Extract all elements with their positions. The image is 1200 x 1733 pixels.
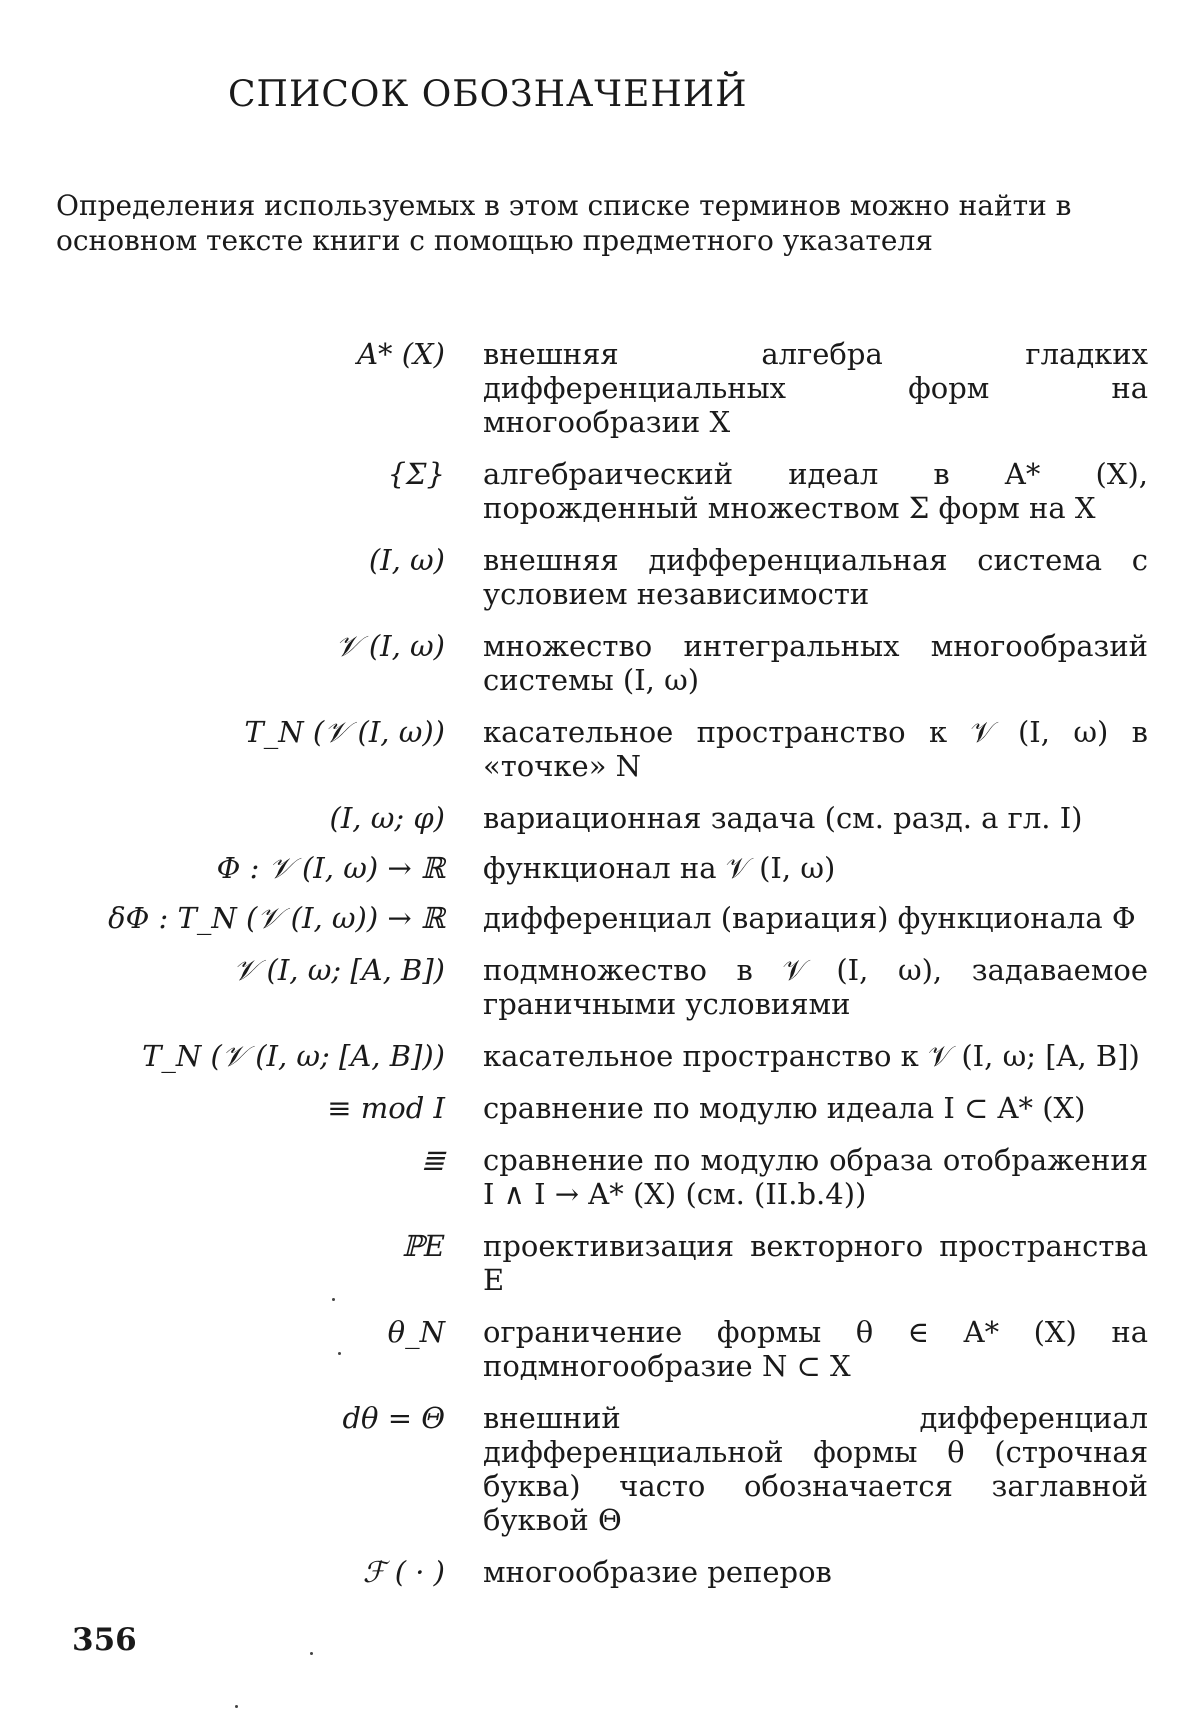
notation-symbol: Φ : 𝒱 (I, ω) → ℝ	[216, 851, 445, 885]
print-speck	[235, 1705, 238, 1708]
notation-symbol: (I, ω)	[368, 543, 445, 577]
notation-definition: касательное пространство к 𝒱 (I, ω) в «точке» N	[483, 715, 1148, 783]
notation-definition: ограничение формы θ ∈ A* (X) на подмногообразие N ⊂ X	[483, 1315, 1148, 1383]
page-title: СПИСОК ОБОЗНАЧЕНИЙ	[228, 74, 748, 115]
notation-definition: дифференциал (вариация) функционала Φ	[483, 901, 1136, 935]
notation-entry	[0, 1401, 1200, 1537]
notation-definition: алгебраический идеал в A* (X), порожденный множеством Σ форм на X	[483, 457, 1148, 525]
notation-symbol: T_N (𝒱 (I, ω))	[244, 715, 445, 749]
notation-definition: функционал на 𝒱 (I, ω)	[483, 851, 836, 885]
intro-paragraph: Определения используемых в этом списке терминов можно найти в основном тексте книги с помощью предметного указателя	[56, 189, 1072, 257]
notation-symbol: {Σ}	[387, 457, 445, 491]
notation-list	[0, 337, 1200, 1589]
notation-symbol: ℱ ( · )	[362, 1555, 445, 1589]
notation-definition: проективизация векторного пространства E	[483, 1229, 1148, 1297]
notation-definition: многообразие реперов	[483, 1555, 832, 1589]
notation-entry	[0, 715, 1200, 783]
print-speck	[338, 1352, 341, 1355]
notation-symbol: T_N (𝒱 (I, ω; [A, B]))	[142, 1039, 445, 1073]
notation-symbol: A* (X)	[357, 337, 445, 371]
notation-entry	[0, 801, 1200, 835]
notation-entry	[0, 851, 1200, 885]
notation-entry	[0, 457, 1200, 525]
notation-definition: внешняя алгебра гладких дифференциальных форм на многообразии X	[483, 337, 1148, 439]
notation-definition: сравнение по модулю идеала I ⊂ A* (X)	[483, 1091, 1086, 1125]
page-number: 356	[72, 1622, 137, 1658]
notation-entry	[0, 1555, 1200, 1589]
notation-symbol: δΦ : T_N (𝒱 (I, ω)) → ℝ	[108, 901, 445, 935]
notation-symbol: ≡ mod I	[327, 1091, 445, 1125]
notation-definition: внешняя дифференциальная система с условием независимости	[483, 543, 1148, 611]
notation-entry	[0, 953, 1200, 1021]
notation-entry	[0, 337, 1200, 439]
notation-entry	[0, 901, 1200, 935]
notation-definition: внешний дифференциал дифференциальной формы θ (строчная буква) часто обозначается заглавной буквой Θ	[483, 1401, 1148, 1537]
notation-symbol: 𝒱 (I, ω)	[335, 629, 445, 663]
notation-entry	[0, 1039, 1200, 1073]
notation-symbol: 𝒱 (I, ω; [A, B])	[233, 953, 445, 987]
notation-symbol: ℙE	[402, 1229, 445, 1263]
notation-definition: касательное пространство к 𝒱 (I, ω; [A, B])	[483, 1039, 1140, 1073]
notation-entry	[0, 543, 1200, 611]
notation-definition: вариационная задача (см. разд. a гл. I)	[483, 801, 1083, 835]
print-speck	[310, 1652, 313, 1655]
notation-symbol: ≣	[420, 1143, 445, 1177]
notation-entry	[0, 1229, 1200, 1297]
notation-definition: сравнение по модулю образа отображения I ∧ I → A* (X) (см. (II.b.4))	[483, 1143, 1148, 1211]
notation-symbol: dθ = Θ	[342, 1401, 445, 1435]
notation-entry	[0, 629, 1200, 697]
notation-entry	[0, 1315, 1200, 1383]
notation-definition: подмножество в 𝒱 (I, ω), задаваемое граничными условиями	[483, 953, 1148, 1021]
notation-symbol: (I, ω; φ)	[329, 801, 445, 835]
notation-entry	[0, 1143, 1200, 1211]
print-speck	[332, 1298, 335, 1301]
notation-symbol: θ_N	[387, 1315, 445, 1349]
notation-definition: множество интегральных многообразий системы (I, ω)	[483, 629, 1148, 697]
notation-entry	[0, 1091, 1200, 1125]
